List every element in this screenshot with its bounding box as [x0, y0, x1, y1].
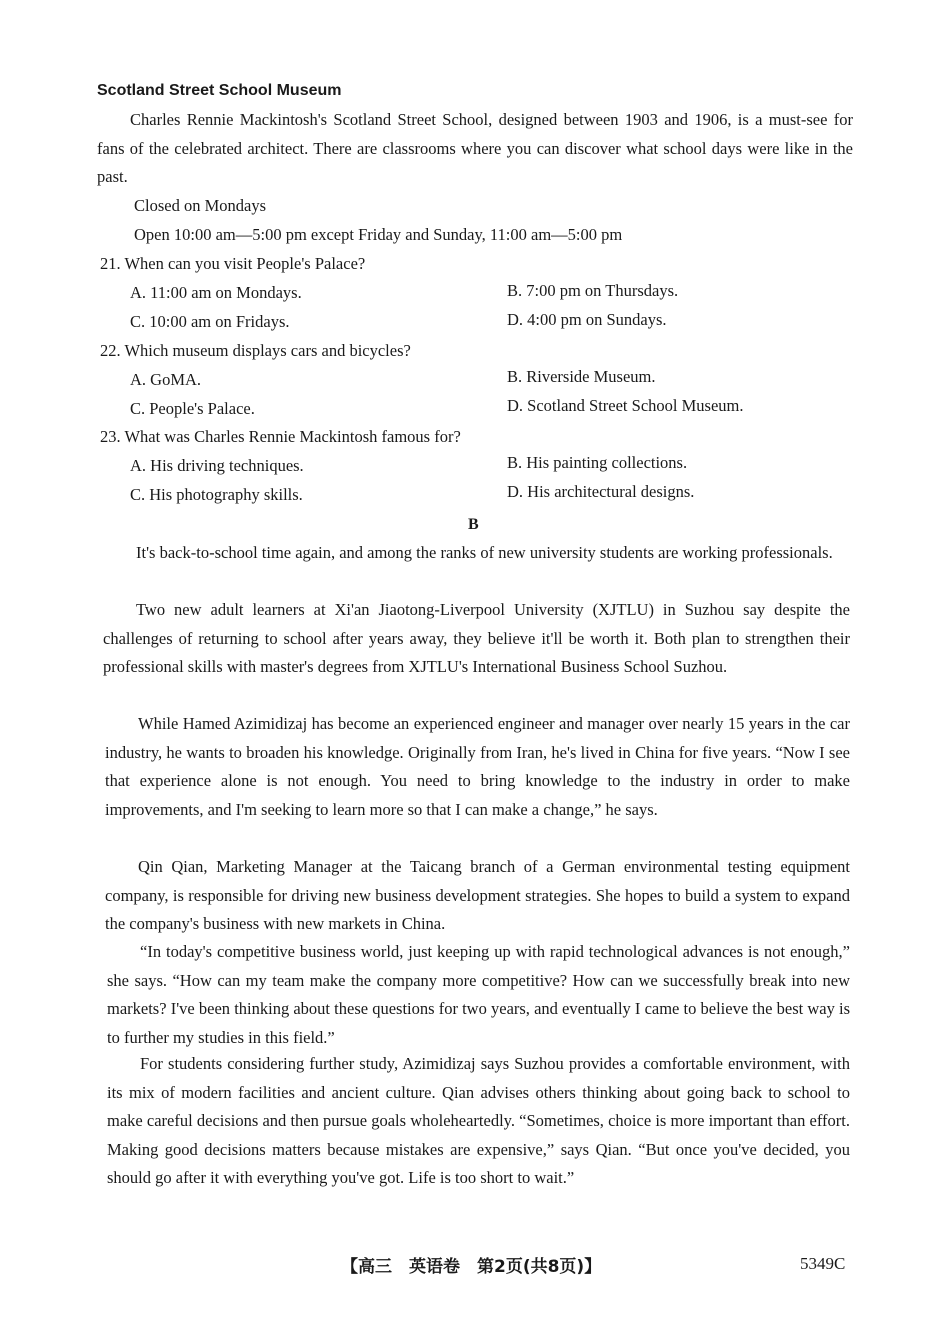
q23-option-a: A. His driving techniques. — [130, 456, 304, 475]
museum-description: Charles Rennie Mackintosh's Scotland Street School, designed between 1903 and 1906, is a must-see for fans of the celebrated architect. There are classrooms where you can discover what school days were like in the past. — [97, 110, 853, 187]
page-footer-label: 【高三 英语卷 第2页(共8页)】 — [341, 1257, 602, 1277]
q22-option-a: A. GoMA. — [130, 370, 202, 389]
q23-option-b: B. His painting collections. — [507, 453, 688, 472]
question-23-stem: 23. What was Charles Rennie Mackintosh famous for? — [100, 427, 461, 446]
question-22-stem: 22. Which museum displays cars and bicycles? — [100, 341, 411, 360]
q22-option-c: C. People's Palace. — [130, 399, 255, 418]
q21-option-a: A. 11:00 am on Mondays. — [130, 283, 302, 302]
passage-paragraph-6: For students considering further study, Azimidizaj says Suzhou provides a comfortable environment, with its mix of modern facilities and ancient culture. Qian advises others thinking about going back to school to make careful decisions and then pursue goals wholeheartedly. “Sometimes, choice is more important than effort. Making good decisions matters because mistakes are expensive,” says Qian. “But once you've decided, you should go after it with everything you've got. Life is too short to wait.” — [107, 1054, 850, 1188]
q23-option-d: D. His architectural designs. — [507, 482, 695, 501]
q21-option-c: C. 10:00 am on Fridays. — [130, 312, 290, 331]
q22-option-b: B. Riverside Museum. — [507, 367, 656, 386]
q23-option-c: C. His photography skills. — [130, 485, 303, 504]
q21-option-b: B. 7:00 pm on Thursdays. — [507, 281, 679, 300]
section-b-heading: B — [468, 516, 479, 533]
museum-closed-text: Closed on Mondays — [134, 196, 266, 215]
passage-paragraph-3: While Hamed Azimidizaj has become an experienced engineer and manager over nearly 15 years in the car industry, he wants to broaden his knowledge. Originally from Iran, he's lived in China for five years. “Now I see that experience alone is not enough. You need to bring knowledge to the industry in order to make improvements, and I'm seeking to learn more so that I can make a change,” he says. — [105, 714, 850, 819]
paper-code: 5349C — [800, 1254, 846, 1273]
passage-paragraph-5: “In today's competitive business world, just keeping up with rapid technological advances is not enough,” she says. “How can my team make the company more competitive? How can we successfully break into new markets? I've been thinking about these questions for two years, and eventually I came to believe the best way is to further my studies in this field.” — [107, 942, 850, 1047]
passage-paragraph-2: Two new adult learners at Xi'an Jiaotong-Liverpool University (XJTLU) in Suzhou say despite the challenges of returning to school after years away, they believe it'll be worth it. Both plan to strengthen their professional skills with master's degrees from XJTLU's International Business School Suzhou. — [103, 600, 850, 677]
q22-option-d: D. Scotland Street School Museum. — [507, 396, 744, 415]
museum-title: Scotland Street School Museum — [97, 82, 342, 99]
passage-paragraph-1: It's back-to-school time again, and among the ranks of new university students are working professionals. — [136, 543, 833, 562]
q21-option-d: D. 4:00 pm on Sundays. — [507, 310, 667, 329]
passage-paragraph-4: Qin Qian, Marketing Manager at the Taicang branch of a German environmental testing equipment company, is responsible for driving new business development strategies. She hopes to build a system to expand the company's business with new markets in China. — [105, 857, 850, 934]
question-21-stem: 21. When can you visit People's Palace? — [100, 254, 366, 273]
museum-open-hours: Open 10:00 am—5:00 pm except Friday and Sunday, 11:00 am—5:00 pm — [134, 225, 623, 244]
